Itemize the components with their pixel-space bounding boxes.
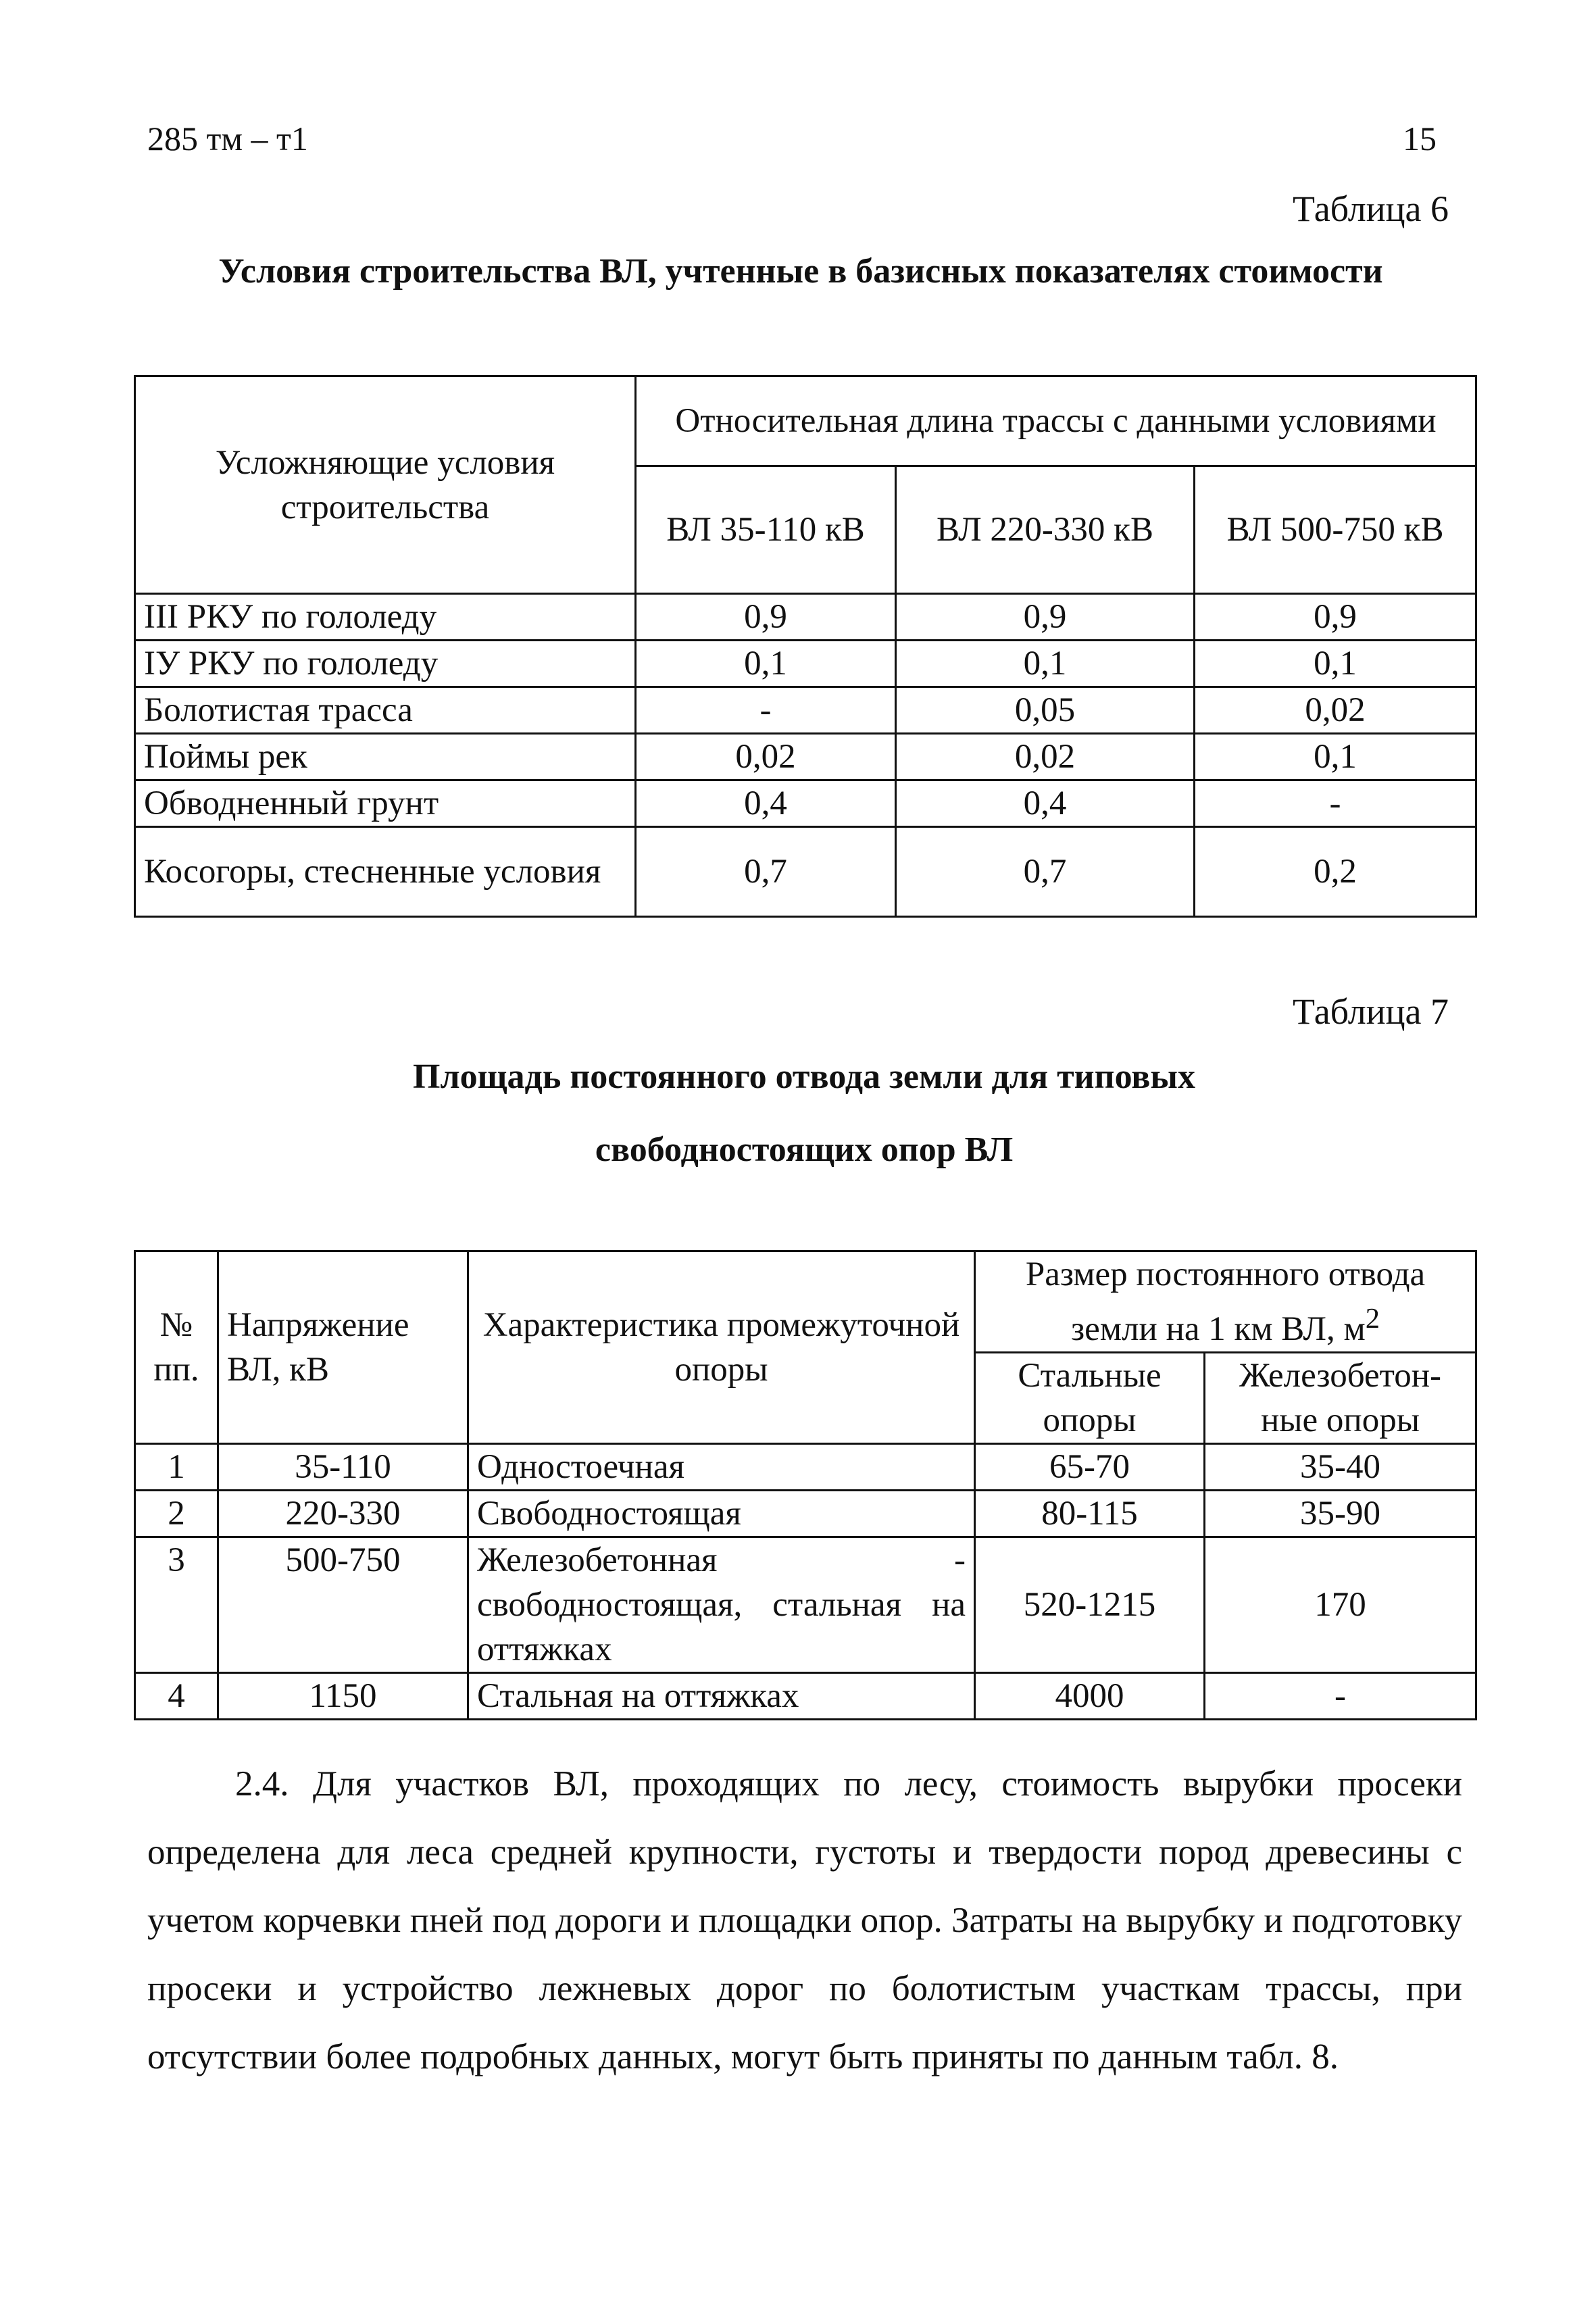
steel-cell: 4000	[975, 1673, 1205, 1720]
table-row	[135, 780, 1476, 827]
row-number: 1	[135, 1444, 218, 1491]
value-cell: 0,1	[636, 641, 896, 687]
header-characteristic: Характеристика промежуточной опоры	[468, 1251, 975, 1444]
condition-cell: III РКУ по гололеду	[135, 594, 636, 641]
header-allotment-size	[975, 1251, 1476, 1353]
condition-cell: Обводненный грунт	[135, 780, 636, 827]
table-row	[135, 687, 1476, 734]
value-cell: 0,7	[896, 827, 1195, 917]
header-allotment-size-text: Размер постоянного отвода земли на 1 км ВЛ, м	[1025, 1255, 1426, 1348]
header-vl-35-110: ВЛ 35-110 кВ	[636, 466, 896, 594]
characteristic-cell: Свободностоящая	[468, 1491, 975, 1537]
condition-cell: Поймы рек	[135, 734, 636, 780]
value-cell: 0,4	[896, 780, 1195, 827]
row-number: 3	[135, 1537, 218, 1673]
steel-cell: 80-115	[975, 1491, 1205, 1537]
concrete-cell: 35-40	[1205, 1444, 1476, 1491]
header-vl-500-750: ВЛ 500-750 кВ	[1195, 466, 1476, 594]
table-row	[135, 1537, 1476, 1673]
value-cell: 0,9	[1195, 594, 1476, 641]
paragraph-text: 2.4. Для участков ВЛ, проходящих по лесу, стоимость вырубки просеки определена для леса средней крупности, густоты и твердости пород древесины с учетом корчевки пней под дороги и площадки опор. Затраты на вырубку и подготовку просеки и устройство лежневых дорог по болотистым участкам трассы, при отсутствии более подробных данных, могут быть приняты по данным табл. 8.	[147, 1764, 1462, 2076]
voltage-cell: 500-750	[218, 1537, 468, 1673]
value-cell: 0,02	[896, 734, 1195, 780]
header-steel-supports: Стальные опоры	[975, 1353, 1205, 1444]
header-vl-220-330: ВЛ 220-330 кВ	[896, 466, 1195, 594]
value-cell: 0,7	[636, 827, 896, 917]
value-cell: 0,2	[1195, 827, 1476, 917]
body-paragraph	[147, 1750, 1462, 2091]
value-cell: 0,05	[896, 687, 1195, 734]
header-concrete-supports: Железобетон-ные опоры	[1205, 1353, 1476, 1444]
value-cell: 0,02	[1195, 687, 1476, 734]
table6-title: Условия строительства ВЛ, учтенные в базисных показателях стоимости	[218, 252, 1383, 291]
row-number: 4	[135, 1673, 218, 1720]
table-row	[135, 1444, 1476, 1491]
characteristic-cell: Стальная на оттяжках	[468, 1673, 975, 1720]
value-cell: -	[1195, 780, 1476, 827]
condition-cell: Косогоры, стесненные условия	[135, 827, 636, 917]
header-voltage: Напряжение ВЛ, кВ	[218, 1251, 468, 1444]
steel-cell: 65-70	[975, 1444, 1205, 1491]
value-cell: 0,4	[636, 780, 896, 827]
table7-label: Таблица 7	[1293, 991, 1449, 1032]
value-cell: 0,1	[1195, 641, 1476, 687]
table-row	[135, 641, 1476, 687]
land-allotment-table	[134, 1250, 1477, 1720]
table-row	[135, 594, 1476, 641]
header-conditions: Усложняющие условия строительства	[135, 376, 636, 594]
table-row	[135, 1491, 1476, 1537]
value-cell: 0,1	[1195, 734, 1476, 780]
table-row	[135, 1673, 1476, 1720]
voltage-cell: 35-110	[218, 1444, 468, 1491]
construction-conditions-table	[134, 375, 1477, 918]
value-cell: -	[636, 687, 896, 734]
header-allotment-size-unit-exponent: 2	[1365, 1303, 1380, 1335]
condition-cell: IУ РКУ по гололеду	[135, 641, 636, 687]
concrete-cell: -	[1205, 1673, 1476, 1720]
concrete-cell: 170	[1205, 1537, 1476, 1673]
table-row	[135, 827, 1476, 917]
document-code: 285 тм – т1	[147, 120, 308, 157]
characteristic-cell: Одностоечная	[468, 1444, 975, 1491]
concrete-cell: 35-90	[1205, 1491, 1476, 1537]
table-row	[135, 734, 1476, 780]
voltage-cell: 1150	[218, 1673, 468, 1720]
table7-title-line1: Площадь постоянного отвода земли для типовых	[413, 1057, 1195, 1096]
value-cell: 0,02	[636, 734, 896, 780]
value-cell: 0,9	[896, 594, 1195, 641]
condition-cell: Болотистая трасса	[135, 687, 636, 734]
row-number: 2	[135, 1491, 218, 1537]
steel-cell: 520-1215	[975, 1537, 1205, 1673]
page-header	[147, 119, 1449, 166]
page-number: 15	[1403, 120, 1437, 157]
voltage-cell: 220-330	[218, 1491, 468, 1537]
table6-label: Таблица 6	[1293, 189, 1449, 229]
header-relative-length: Относительная длина трассы с данными условиями	[636, 376, 1476, 466]
value-cell: 0,1	[896, 641, 1195, 687]
table7-title-line2: свободностоящих опор ВЛ	[595, 1130, 1014, 1169]
header-number: № пп.	[135, 1251, 218, 1444]
characteristic-cell: Железобетонная - свободностоящая, стальная на оттяжках	[468, 1537, 975, 1673]
value-cell: 0,9	[636, 594, 896, 641]
